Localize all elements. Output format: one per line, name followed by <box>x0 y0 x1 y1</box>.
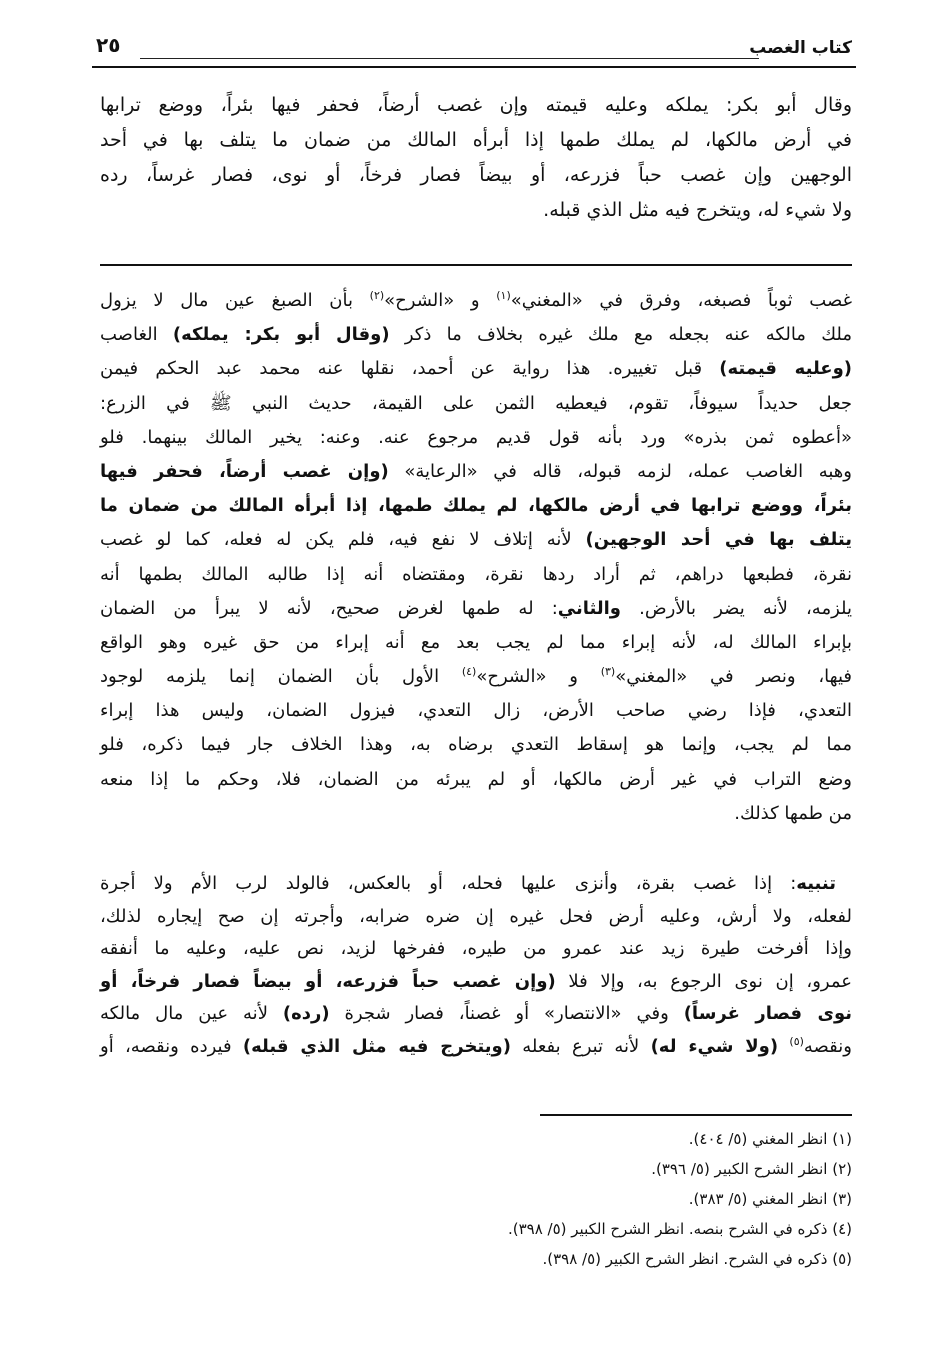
text-segment: قبل تغييره. هذا رواية عن أحمد، نقلها عنه محمد عبد الحكم فيمن <box>100 358 720 380</box>
text-line <box>100 123 852 158</box>
text-line <box>100 694 852 728</box>
text-segment: وهبه الغاصب عمله، لزمه قبوله، قاله في «الرعاية» <box>388 460 852 482</box>
text-segment: وقال أبو بكر: يملكه وعليه قيمته وإن غصب أرضاً، فحفر فيها بئراً، ووضع ترابها <box>100 94 852 116</box>
footnote-ref: (٤) <box>461 665 477 679</box>
text-segment: (٢) انظر الشرح الكبير (٥/ ٣٩٦). <box>651 1160 852 1178</box>
text-segment: من طمها كذلك. <box>734 802 852 824</box>
footnote-ref: (٢) <box>369 289 385 302</box>
text-segment: فيرده ونقصه، أو <box>100 1035 243 1057</box>
text-line <box>100 966 852 999</box>
text-segment: ولا شيء له، ويتخرج فيه مثل الذي قبله. <box>543 199 852 221</box>
footnote <box>100 1124 852 1154</box>
text-line <box>100 455 852 489</box>
bold-text: (وقال أبو بكر: يملكه) <box>172 324 390 346</box>
bold-text: (رده) <box>282 1003 330 1024</box>
text-line <box>100 660 852 694</box>
text-segment: يلزمه، لأنه يضر بالأرض. <box>620 597 852 619</box>
text-line <box>100 728 852 762</box>
text-segment: وضع التراب في غير أرض مالكها، أو لم يبرئه من الضمان، فلا، وحكم ما إذا منعه <box>100 768 852 790</box>
page-number: ٢٥ <box>96 33 121 57</box>
text-segment: بأن الصبغ عين مال لا يزول <box>100 290 370 311</box>
text-line <box>100 868 852 901</box>
text-segment: التعدي، فإذا رضي صاحب الأرض، زال التعدي، فيزول الضمان، وليس هذا إبراء <box>100 700 852 722</box>
text-segment: و «الشرح» <box>384 290 497 311</box>
text-segment: (٣) انظر المغني (٥/ ٣٨٣). <box>688 1190 852 1208</box>
bold-text: تنبيه <box>796 873 836 894</box>
footnote-ref: (١) <box>496 289 511 302</box>
footnote <box>100 1244 852 1274</box>
text-segment: : إذا غصب بقرة، وأنزى عليها فحله، أو بالعكس، فالولد لرب الأم ولا أجرة <box>100 873 797 894</box>
text-segment: لأنه تبرع بفعله <box>510 1035 651 1057</box>
text-segment: : له طمها لغرض صحيح، لأنه لا يبرأ من الضمان <box>100 597 558 619</box>
footnote-ref: (٣) <box>600 665 616 679</box>
bold-text: والثاني <box>557 597 621 619</box>
text-segment: (٥) ذكره في الشرح. انظر الشرح الكبير (٥/ ٣٩٨). <box>542 1250 852 1268</box>
text-segment: جعل حديداً سيوفاً، تقوم، فيعطيه الثمن على القيمة، حديث النبي ﷺ في الزرع: <box>100 392 852 414</box>
text-segment: الأول بأن الضمان إنما يلزمه لوجود <box>100 666 462 688</box>
header-rule <box>92 66 856 68</box>
text-segment: «أعطوه ثمن بذره» ورد بأنه قول قديم مرجوع عنه. وعنه: يخير المالك بينهما. فلو <box>100 426 852 448</box>
text-line <box>100 352 852 386</box>
text-line <box>100 318 852 352</box>
footnote <box>100 1184 852 1214</box>
text-line <box>100 558 852 592</box>
text-line <box>100 901 852 934</box>
text-line <box>100 284 852 318</box>
footnotes <box>100 1124 852 1274</box>
text-line <box>100 489 852 523</box>
text-segment: لأنه إتلاف لا نفع فيه، فلم يكن له فعله، كما لو غصب <box>100 529 586 551</box>
text-segment: (١) انظر المغني (٥/ ٤٠٤). <box>688 1130 852 1148</box>
text-segment: بإبراء المالك له، لأنه إبراء مما لم يجب بعد مع أنه إبراء من حق غيره وهو الواقع <box>100 631 852 653</box>
text-line <box>100 592 852 626</box>
text-segment: مما لم يجب، وإنما هو إسقاط التعدي برضاه به، وهذا الخلاف جار فيما ذكره، فلو <box>100 734 852 756</box>
text-segment: فيها، ونصر في «المغني» <box>615 666 852 688</box>
chapter-title: كتاب الغصب <box>749 38 852 58</box>
text-line <box>100 933 852 966</box>
text-line <box>100 158 852 193</box>
main-text <box>100 88 852 228</box>
text-segment: ونقصه <box>803 1035 852 1057</box>
text-line <box>100 1031 852 1064</box>
main-text-separator <box>100 264 852 266</box>
text-segment: الغاصب <box>100 324 173 346</box>
text-segment: في أرض مالكها، لم يملك طمها إذا أبرأه المالك من ضمان ما يتلف بها في أحد <box>100 129 852 151</box>
bold-text: (وعليه قيمته) <box>719 358 853 380</box>
footnote <box>100 1214 852 1244</box>
text-segment: الوجهين وإن غصب حباً فزرعه، أو بيضاً فصار فرخاً، أو نوى، فصار غرساً، رده <box>100 164 852 186</box>
text-line <box>100 523 852 557</box>
text-line <box>100 797 852 831</box>
footnote <box>100 1154 852 1184</box>
text-line <box>100 998 852 1031</box>
text-segment: نقرة، فطبعها دراهم، ثم أراد ردها نقرة، ومقتضاه أنه إذا طالبه المالك بطمها أنه <box>100 563 852 585</box>
footnote-separator <box>540 1114 852 1116</box>
text-line <box>100 88 852 123</box>
note-paragraph <box>100 868 852 1063</box>
bold-text: (ولا شيء له) <box>650 1035 779 1057</box>
text-segment: غصب ثوباً فصبغه، وفرق في «المغني» <box>510 290 853 311</box>
text-segment <box>778 1036 789 1057</box>
bold-text: (ويتخرج فيه مثل الذي قبله) <box>242 1035 511 1057</box>
text-segment: و «الشرح» <box>476 666 601 688</box>
text-segment: (٤) ذكره في الشرح بنصه. انظر الشرح الكبير (٥/ ٣٩٨). <box>507 1220 852 1238</box>
text-line <box>100 421 852 455</box>
text-segment: وإذا أفرخت طيرة زيد عند عمرو من طيره، ففرخها لزيد، نص عليه، وعليه ما أنفقه <box>100 938 852 959</box>
text-segment: وفي «الانتصار» أو غصناً، فصار شجرة <box>329 1003 684 1024</box>
text-segment: ملك مالكه عنه بجعله مع ملك غيره بخلاف ما ذكر <box>389 324 852 346</box>
bold-text: (وإن غصب حباً فزرعه، أو بيضاً فصار فرخاً، أو <box>100 970 556 992</box>
text-segment: لفعله، ولا أرش، وعليه أرض فحل غيره إن ضره ضرابه، وأجرته إن صح إيجاره لذلك، <box>100 905 852 927</box>
bold-text: يتلف بها في أحد الوجهين) <box>585 529 852 551</box>
text-line <box>100 763 852 797</box>
text-line <box>100 387 852 421</box>
text-segment: عمرو، إن نوى الرجوع به، وإلا فلا <box>555 970 852 992</box>
bold-text: بئراً، ووضع ترابها في أرض مالكها، لم يملك طمها، إذا أبرأه المالك من ضمان ما <box>100 495 852 517</box>
header-line <box>140 58 759 59</box>
text-line <box>100 626 852 660</box>
text-line <box>100 193 852 228</box>
bold-text: نوى فصار غرساً) <box>683 1003 852 1024</box>
text-segment: لأنه عين مال مالكه <box>100 1003 283 1024</box>
footnote-ref: (٥) <box>789 1034 804 1048</box>
commentary <box>100 284 852 831</box>
bold-text: (وإن غصب أرضاً، فحفر فيها <box>100 460 389 482</box>
